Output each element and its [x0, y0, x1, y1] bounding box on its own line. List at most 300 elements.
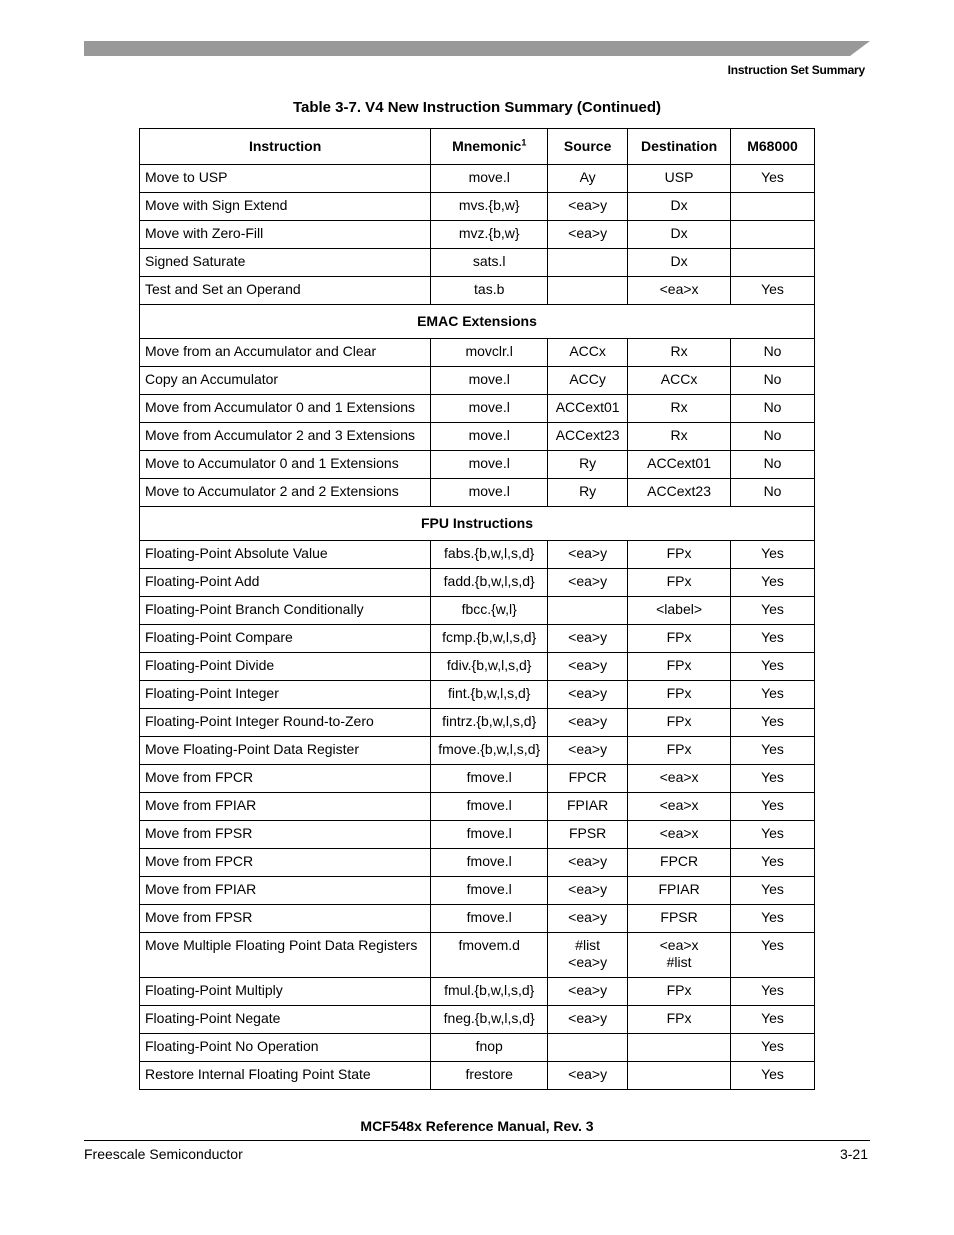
cell-text: fbcc.{w,l} [461, 601, 517, 617]
cell-text: Signed Saturate [145, 253, 246, 269]
cell-instruction [140, 1006, 431, 1034]
cell-destination [628, 339, 731, 367]
cell-mnemonic [431, 1034, 548, 1062]
column-header-source: Source [548, 129, 628, 165]
cell-source [548, 933, 628, 978]
cell-text: move.l [468, 169, 510, 185]
table-caption: Table 3-7. V4 New Instruction Summary (Continued) [292, 99, 662, 116]
cell-source [548, 1062, 628, 1090]
cell-destination [628, 849, 731, 877]
cell-source [548, 541, 628, 569]
cell-text: fint.{b,w,l,s,d} [447, 685, 531, 701]
cell-mnemonic [431, 737, 548, 765]
table-row [140, 395, 815, 423]
cell-text: <ea>y [568, 629, 608, 645]
cell-instruction [140, 905, 431, 933]
cell-text: Floating-Point Divide [145, 657, 275, 673]
cell-m68000 [731, 451, 815, 479]
cell-destination [628, 1006, 731, 1034]
cell-m68000 [731, 793, 815, 821]
cell-text: FPx [666, 982, 692, 998]
cell-m68000 [731, 681, 815, 709]
cell-mnemonic [431, 653, 548, 681]
table-row [140, 221, 815, 249]
cell-instruction [140, 541, 431, 569]
table-row [140, 709, 815, 737]
cell-destination [628, 395, 731, 423]
table-row [140, 793, 815, 821]
cell-destination [628, 569, 731, 597]
cell-instruction [140, 597, 431, 625]
cell-m68000 [731, 541, 815, 569]
cell-instruction [140, 339, 431, 367]
cell-text: fmul.{b,w,l,s,d} [444, 982, 535, 998]
cell-mnemonic [431, 681, 548, 709]
cell-text: <ea>y [568, 1010, 608, 1026]
table-row [140, 479, 815, 507]
cell-text: Rx [670, 427, 688, 443]
cell-instruction [140, 221, 431, 249]
cell-text: Move from FPSR [145, 825, 253, 841]
cell-m68000 [731, 625, 815, 653]
cell-text: No [763, 371, 782, 387]
cell-text: fmove.{b,w,l,s,d} [438, 741, 541, 757]
cell-text: Floating-Point Compare [145, 629, 293, 645]
cell-mnemonic [431, 905, 548, 933]
cell-instruction [140, 933, 431, 978]
cell-destination [628, 877, 731, 905]
cell-destination [628, 1062, 731, 1090]
cell-text: Yes [761, 881, 784, 897]
cell-source [548, 849, 628, 877]
cell-text: fmove.l [466, 853, 512, 869]
cell-mnemonic [431, 221, 548, 249]
cell-source [548, 339, 628, 367]
cell-instruction [140, 877, 431, 905]
table-row [140, 367, 815, 395]
cell-instruction [140, 653, 431, 681]
cell-m68000 [731, 165, 815, 193]
cell-destination [628, 423, 731, 451]
cell-text: Move from FPCR [145, 769, 254, 785]
cell-mnemonic [431, 765, 548, 793]
cell-text: Copy an Accumulator [145, 371, 279, 387]
section-title-fpu: FPU Instructions [140, 507, 815, 541]
cell-text: fmove.l [466, 825, 512, 841]
cell-text: move.l [468, 427, 510, 443]
cell-text: ACCext23 [555, 427, 620, 443]
cell-destination [628, 277, 731, 305]
cell-destination [628, 193, 731, 221]
cell-instruction [140, 1034, 431, 1062]
table-row [140, 193, 815, 221]
cell-text: #list [666, 954, 692, 970]
cell-instruction [140, 569, 431, 597]
cell-text: <ea>y [568, 657, 608, 673]
footer-page-number: 3-21 [839, 1146, 868, 1162]
cell-text: <ea>y [568, 713, 608, 729]
cell-mnemonic [431, 793, 548, 821]
cell-mnemonic [431, 849, 548, 877]
cell-text: USP [664, 169, 694, 185]
cell-text: fmove.l [466, 769, 512, 785]
cell-text: Yes [761, 797, 784, 813]
cell-text: Floating-Point Integer Round-to-Zero [145, 713, 374, 729]
cell-mnemonic [431, 1062, 548, 1090]
cell-text: fmove.l [466, 797, 512, 813]
table-row [140, 277, 815, 305]
cell-text: <ea>y [568, 982, 608, 998]
cell-text: ACCext01 [555, 399, 620, 415]
cell-text: Yes [761, 281, 784, 297]
cell-text: frestore [465, 1066, 513, 1082]
cell-instruction [140, 277, 431, 305]
cell-text: <ea>y [568, 1066, 608, 1082]
cell-text: <ea>y [568, 545, 608, 561]
cell-m68000 [731, 1034, 815, 1062]
cell-mnemonic [431, 451, 548, 479]
cell-m68000 [731, 653, 815, 681]
cell-text: FPSR [568, 825, 607, 841]
cell-text: movclr.l [465, 343, 513, 359]
cell-text: mvz.{b,w} [458, 225, 520, 241]
table-row [140, 249, 815, 277]
cell-m68000 [731, 395, 815, 423]
cell-text: fnop [475, 1038, 503, 1054]
cell-destination [628, 653, 731, 681]
cell-text: Yes [761, 545, 784, 561]
table-row [140, 933, 815, 978]
cell-text: Test and Set an Operand [145, 281, 301, 297]
cell-text: Yes [761, 713, 784, 729]
cell-source [548, 193, 628, 221]
cell-text: fmove.l [466, 881, 512, 897]
cell-text: Yes [761, 573, 784, 589]
cell-m68000 [731, 978, 815, 1006]
table-row [140, 625, 815, 653]
cell-text: Ry [579, 483, 597, 499]
cell-source [548, 423, 628, 451]
table-row [140, 165, 815, 193]
cell-source [548, 1006, 628, 1034]
table-row [140, 423, 815, 451]
cell-destination [628, 249, 731, 277]
table-row [140, 541, 815, 569]
section-title: Instruction Set Summary [727, 63, 865, 77]
cell-text: Move to Accumulator 0 and 1 Extensions [145, 455, 399, 471]
instruction-table [139, 128, 815, 1090]
cell-text: No [763, 427, 782, 443]
cell-instruction [140, 193, 431, 221]
cell-text: move.l [468, 399, 510, 415]
cell-instruction [140, 765, 431, 793]
cell-text: Floating-Point Multiply [145, 982, 283, 998]
cell-text: ACCx [660, 371, 698, 387]
cell-m68000 [731, 221, 815, 249]
cell-text: Floating-Point No Operation [145, 1038, 319, 1054]
cell-text: Yes [761, 909, 784, 925]
cell-text: Move from FPCR [145, 853, 254, 869]
cell-mnemonic [431, 249, 548, 277]
cell-destination [628, 367, 731, 395]
cell-destination [628, 978, 731, 1006]
table-body-fpu [140, 541, 815, 1090]
cell-text: Yes [761, 853, 784, 869]
cell-text: Dx [670, 253, 688, 269]
cell-source [548, 978, 628, 1006]
table-row [140, 451, 815, 479]
cell-text: <ea>y [568, 853, 608, 869]
table-section-emac [140, 305, 815, 339]
column-header-mnemonic: Mnemonic$^1$ [431, 129, 548, 165]
section-row [140, 305, 815, 339]
cell-mnemonic [431, 277, 548, 305]
cell-instruction [140, 709, 431, 737]
cell-text: Dx [670, 197, 688, 213]
cell-text: FPCR [660, 853, 699, 869]
cell-text: Move from an Accumulator and Clear [145, 343, 377, 359]
cell-text: No [763, 399, 782, 415]
cell-text: mvs.{b,w} [458, 197, 520, 213]
cell-text: fcmp.{b,w,l,s,d} [442, 629, 537, 645]
table-row [140, 569, 815, 597]
cell-text: Move from FPIAR [145, 881, 257, 897]
cell-text: <label> [656, 601, 703, 617]
cell-text: No [763, 455, 782, 471]
cell-text: Yes [761, 657, 784, 673]
cell-m68000 [731, 821, 815, 849]
cell-m68000 [731, 709, 815, 737]
cell-text: FPx [666, 657, 692, 673]
cell-m68000 [731, 933, 815, 978]
cell-m68000 [731, 367, 815, 395]
cell-m68000 [731, 877, 815, 905]
cell-instruction [140, 395, 431, 423]
cell-text: Ry [579, 455, 597, 471]
header-bar-shape [84, 41, 870, 56]
cell-destination [628, 221, 731, 249]
cell-source [548, 793, 628, 821]
cell-text: move.l [468, 455, 510, 471]
table-row [140, 597, 815, 625]
cell-instruction [140, 737, 431, 765]
cell-text: Yes [761, 937, 784, 953]
cell-destination [628, 165, 731, 193]
cell-text: fdiv.{b,w,l,s,d} [446, 657, 532, 673]
cell-text: Dx [670, 225, 688, 241]
cell-instruction [140, 165, 431, 193]
cell-text: Yes [761, 825, 784, 841]
table-row [140, 1006, 815, 1034]
cell-m68000 [731, 1006, 815, 1034]
cell-text: Move from FPSR [145, 909, 253, 925]
cell-text: Move from Accumulator 2 and 3 Extensions [145, 427, 416, 443]
cell-mnemonic [431, 978, 548, 1006]
cell-text: <ea>y [568, 909, 608, 925]
cell-text: <ea>x [659, 769, 699, 785]
cell-text: FPx [666, 741, 692, 757]
table-row [140, 978, 815, 1006]
cell-m68000 [731, 339, 815, 367]
cell-destination [628, 597, 731, 625]
cell-text: FPx [666, 713, 692, 729]
cell-text: Move to USP [145, 169, 228, 185]
cell-mnemonic [431, 367, 548, 395]
cell-source [548, 681, 628, 709]
cell-text: #list [575, 937, 601, 953]
table-row [140, 765, 815, 793]
cell-m68000 [731, 193, 815, 221]
cell-text: fmove.l [466, 909, 512, 925]
table-row [140, 653, 815, 681]
table-row [140, 1034, 815, 1062]
cell-text: Move Multiple Floating Point Data Registers [145, 937, 418, 953]
cell-text: FPx [666, 545, 692, 561]
cell-source [548, 653, 628, 681]
table-row [140, 821, 815, 849]
cell-text: fintrz.{b,w,l,s,d} [442, 713, 537, 729]
cell-mnemonic [431, 569, 548, 597]
cell-text: Yes [761, 769, 784, 785]
cell-mnemonic [431, 423, 548, 451]
cell-text: Yes [761, 741, 784, 757]
cell-m68000 [731, 765, 815, 793]
cell-destination [628, 541, 731, 569]
cell-instruction [140, 451, 431, 479]
cell-m68000 [731, 597, 815, 625]
table-row [140, 877, 815, 905]
footer-divider [84, 1140, 870, 1141]
cell-text: FPSR [660, 909, 698, 925]
cell-m68000 [731, 423, 815, 451]
cell-mnemonic [431, 933, 548, 978]
table-row [140, 737, 815, 765]
cell-text: No [763, 343, 782, 359]
cell-text: Floating-Point Integer [145, 685, 279, 701]
cell-m68000 [731, 277, 815, 305]
cell-text: Floating-Point Negate [145, 1010, 281, 1026]
column-header-instruction: Instruction [140, 129, 431, 165]
cell-text: No [763, 483, 782, 499]
cell-text: fadd.{b,w,l,s,d} [443, 573, 535, 589]
table-body-general [140, 165, 815, 305]
cell-text: move.l [468, 371, 510, 387]
cell-mnemonic [431, 625, 548, 653]
column-header-m68000: M68000 [731, 129, 815, 165]
table-row [140, 849, 815, 877]
cell-instruction [140, 423, 431, 451]
cell-destination [628, 709, 731, 737]
cell-text: Yes [761, 1010, 784, 1026]
cell-destination [628, 765, 731, 793]
cell-text: Yes [761, 1066, 784, 1082]
cell-mnemonic [431, 165, 548, 193]
cell-instruction [140, 821, 431, 849]
cell-mnemonic [431, 709, 548, 737]
cell-destination [628, 1034, 731, 1062]
cell-text: Restore Internal Floating Point State [145, 1066, 371, 1082]
cell-source [548, 597, 628, 625]
cell-destination [628, 451, 731, 479]
table-body-emac [140, 339, 815, 507]
cell-text: Yes [761, 685, 784, 701]
cell-text: Yes [761, 169, 784, 185]
cell-instruction [140, 249, 431, 277]
cell-text: move.l [468, 483, 510, 499]
cell-text: FPx [666, 629, 692, 645]
cell-text: <ea>x [659, 797, 699, 813]
cell-text: FPIAR [567, 797, 609, 813]
column-header-destination: Destination [628, 129, 731, 165]
cell-source [548, 479, 628, 507]
cell-text: FPCR [568, 769, 607, 785]
cell-text: FPIAR [658, 881, 700, 897]
cell-text: FPx [666, 685, 692, 701]
header-bar [84, 41, 870, 56]
cell-text: <ea>y [568, 954, 608, 970]
section-row [140, 507, 815, 541]
cell-source [548, 569, 628, 597]
cell-source [548, 625, 628, 653]
cell-text: Yes [761, 982, 784, 998]
cell-text: Move with Zero-Fill [145, 225, 264, 241]
cell-source [548, 737, 628, 765]
cell-mnemonic [431, 1006, 548, 1034]
cell-m68000 [731, 1062, 815, 1090]
cell-source [548, 249, 628, 277]
cell-source [548, 451, 628, 479]
cell-text: Yes [761, 629, 784, 645]
cell-text: <ea>y [568, 225, 608, 241]
cell-source [548, 709, 628, 737]
cell-mnemonic [431, 597, 548, 625]
cell-text: sats.l [472, 253, 506, 269]
cell-text: ACCext01 [647, 455, 711, 471]
table-header-row [140, 129, 815, 165]
cell-mnemonic [431, 877, 548, 905]
cell-instruction [140, 793, 431, 821]
cell-text: ACCy [569, 371, 606, 387]
cell-source [548, 165, 628, 193]
cell-text: ACCx [569, 343, 606, 359]
cell-instruction [140, 625, 431, 653]
cell-text: Floating-Point Branch Conditionally [145, 601, 364, 617]
cell-text: <ea>y [568, 197, 608, 213]
cell-source [548, 765, 628, 793]
cell-text: <ea>y [568, 881, 608, 897]
cell-mnemonic [431, 541, 548, 569]
table-row [140, 1062, 815, 1090]
cell-source [548, 877, 628, 905]
cell-text: Ay [579, 169, 596, 185]
cell-destination [628, 479, 731, 507]
cell-source [548, 367, 628, 395]
cell-text: Move from FPIAR [145, 797, 257, 813]
cell-destination [628, 737, 731, 765]
cell-destination [628, 821, 731, 849]
cell-instruction [140, 367, 431, 395]
cell-destination [628, 933, 731, 978]
cell-m68000 [731, 569, 815, 597]
cell-text: Move with Sign Extend [145, 197, 288, 213]
footnote-marker: 1 [521, 137, 527, 148]
cell-text: Yes [761, 1038, 784, 1054]
cell-text: Floating-Point Add [145, 573, 260, 589]
cell-text: Move from Accumulator 0 and 1 Extensions [145, 399, 416, 415]
cell-text: FPx [666, 1010, 692, 1026]
cell-source [548, 277, 628, 305]
cell-text: Rx [670, 399, 688, 415]
